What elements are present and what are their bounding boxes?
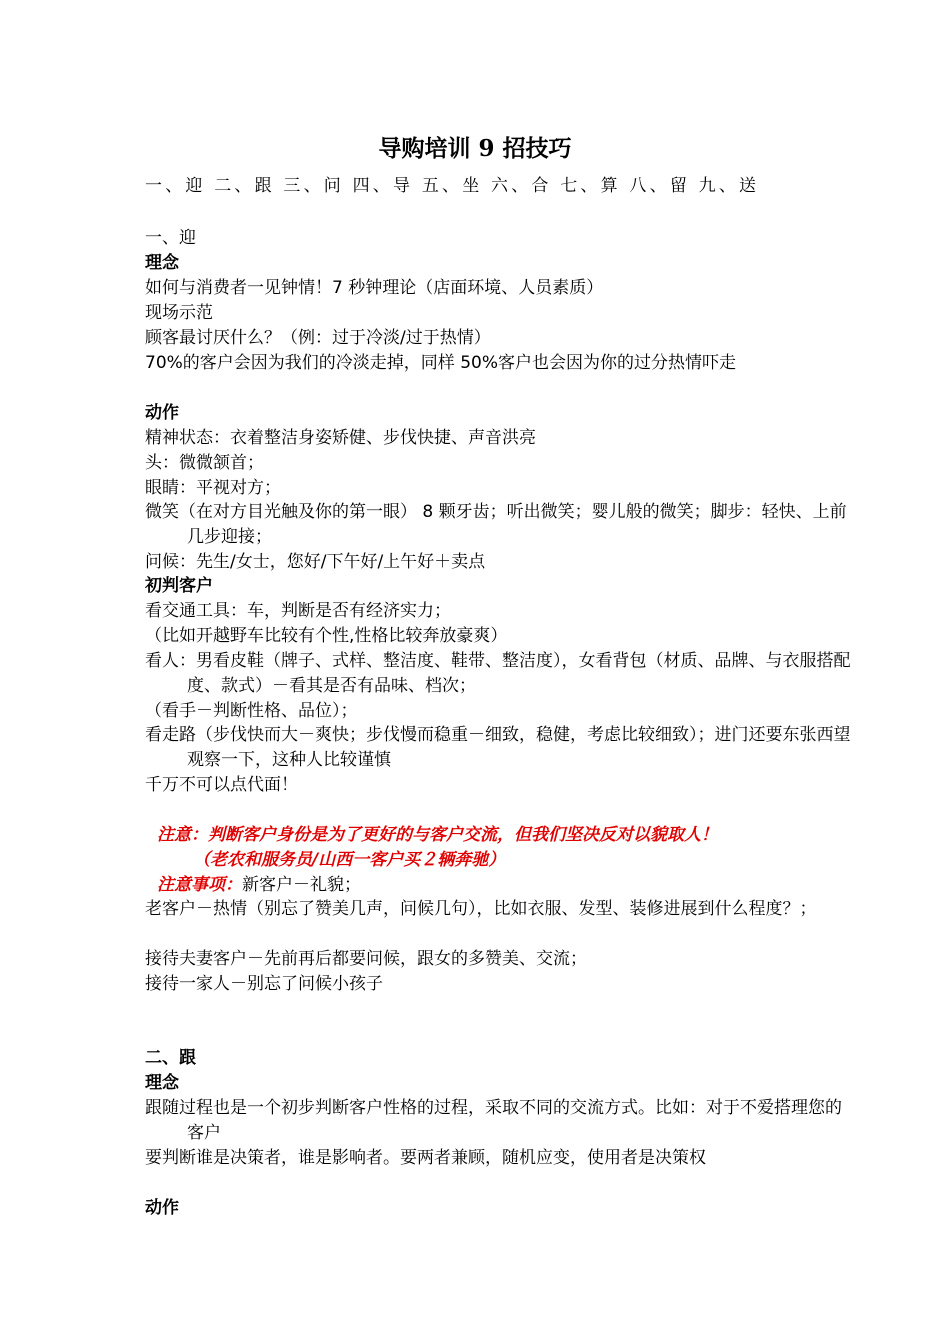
- judge-line: 看交通工具：车，判断是否有经济实力；: [145, 601, 451, 621]
- notes-item: 接待夫妻客户－先前再后都要问候，跟女的多赞美、交流；: [145, 949, 587, 969]
- concept-label-1: 理念: [145, 253, 179, 273]
- judge-line: 看走路（步伐快而大－爽快；步伐慢而稳重－细致，稳健，考虑比较细致）；进门还要东张西望观察一下，这种人比较谨慎: [145, 725, 851, 770]
- outline-list: 一、迎 二、跟 三、问 四、导 五、坐 六、合 七、算 八、留 九、送: [145, 176, 760, 196]
- notes-item: 接待一家人－别忘了问候小孩子: [145, 974, 383, 994]
- concept-line: 如何与消费者一见钟情！7 秒钟理论（店面环境、人员素质）: [145, 278, 604, 298]
- section-heading-2: 二、跟: [145, 1048, 196, 1068]
- judge-line: 看人：男看皮鞋（牌子、式样、整洁度、鞋带、整洁度），女看背包（材质、品牌、与衣服搭配度、款式）－看其是否有品味、档次；: [145, 651, 851, 696]
- concept-line: 顾客最讨厌什么？（例：过于冷淡/过于热情）: [145, 328, 491, 348]
- warning-text: 注意：判断客户身份是为了更好的与客户交流，但我们坚决反对以貌取人！: [157, 825, 718, 845]
- notes-first: 新客户－礼貌；: [242, 875, 361, 895]
- warning-example: （老农和服务员/山西一客户买２辆奔驰）: [193, 850, 506, 870]
- concept-line: 跟随过程也是一个初步判断客户性格的过程，采取不同的交流方式。比如：对于不爱搭理您的客户: [145, 1098, 842, 1143]
- judge-label: 初判客户: [145, 576, 213, 596]
- action-line: 头：微微颔首；: [145, 453, 264, 473]
- concept-line: 70%的客户会因为我们的冷淡走掉，同样 50%客户也会因为你的过分热情吓走: [145, 353, 736, 373]
- notes-line: [157, 873, 827, 898]
- document-title: 导购培训 9 招技巧: [378, 135, 572, 162]
- judge-line: （看手－判断性格、品位）；: [145, 701, 358, 721]
- action-line: 问候：先生/女士，您好/下午好/上午好＋卖点: [145, 552, 486, 572]
- concept-label-2: 理念: [145, 1073, 179, 1093]
- notes-item: 老客户－热情（别忘了赞美几声，问候几句），比如衣服、发型、装修进展到什么程度？；: [145, 899, 817, 919]
- judge-line: 千万不可以点代面！: [145, 775, 298, 795]
- concept-line: 现场示范: [145, 303, 213, 323]
- notes-label: 注意事项：: [157, 875, 242, 895]
- concept-line: 要判断谁是决策者，谁是影响者。要两者兼顾，随机应变，使用者是决策权: [145, 1148, 706, 1168]
- judge-line: （比如开越野车比较有个性,性格比较奔放豪爽）: [145, 626, 508, 646]
- action-line: 精神状态：衣着整洁身姿矫健、步伐快捷、声音洪亮: [145, 428, 536, 448]
- action-label-1: 动作: [145, 403, 179, 423]
- action-label-2: 动作: [145, 1198, 179, 1218]
- section-heading-1: 一、迎: [145, 228, 196, 248]
- action-line: 眼睛：平视对方；: [145, 478, 281, 498]
- action-line: 微笑（在对方目光触及你的第一眼） 8 颗牙齿；听出微笑；婴儿般的微笑；脚步：轻快、上前几步迎接；: [145, 502, 847, 547]
